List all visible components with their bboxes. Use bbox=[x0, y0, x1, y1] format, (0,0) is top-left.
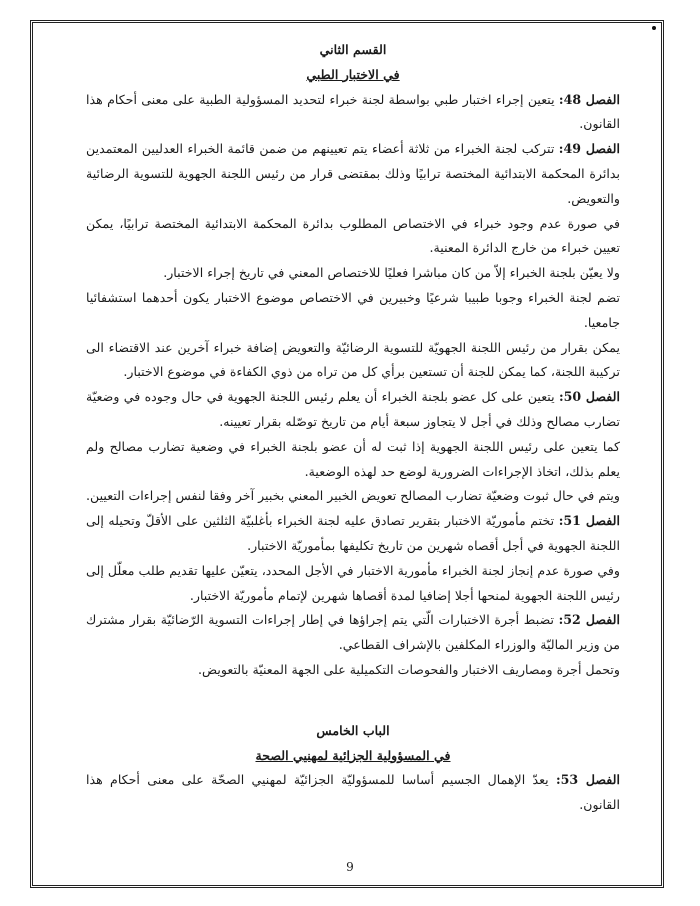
margin-dot bbox=[652, 26, 656, 30]
paragraph-text: تتركب لجنة الخبراء من ثلاثة أعضاء يتم تعيينهم من ضمن قائمة الخبراء العدليين المعتمدين بدائرة المحكمة الابتدائية المختصة ترابيًا وذلك بمقتضى قرار من رئيس اللجنة الجهوية للتسوية الرضائية والتعويض. bbox=[86, 141, 620, 206]
paragraph-text: وفي صورة عدم إنجاز لجنة الخبراء مأمورية الاختبار في الأجل المحدد، يتعيّن عليها تقديم طلب معلّل إلى رئيس اللجنة الجهوية لمنحها أجلا إضافيا لمدة أقصاها شهرين لإتمام مأموريّة الاختبار. bbox=[86, 562, 620, 603]
chapter-subtitle: في المسؤولية الجزائية لمهنيي الصحة bbox=[255, 747, 451, 763]
paragraph bbox=[86, 658, 620, 683]
paragraph-text: ويتم في حال ثبوت وضعيّة تضارب المصالح تعويض الخبير المعني بخبير آخر وفقا لنفس إجراءات التعيين. bbox=[86, 488, 620, 504]
paragraph-text: يمكن بقرار من رئيس اللجنة الجهويّة للتسوية الرضائيّة والتعويض إضافة خبراء آخرين عند الاقتضاء الى تركيبة اللجنة، كما يمكن للجنة أن تستعين برأي كل من تراه من ذوي الكفاءة في موضوع الاختبار. bbox=[86, 339, 620, 380]
article-label: الفصل 49: bbox=[558, 141, 620, 157]
paragraph bbox=[86, 261, 620, 286]
article-49 bbox=[86, 137, 620, 211]
article-52 bbox=[86, 608, 620, 658]
paragraph bbox=[86, 212, 620, 262]
article-50 bbox=[86, 385, 620, 435]
article-48 bbox=[86, 88, 620, 138]
article-51 bbox=[86, 509, 620, 559]
paragraph-text: تضم لجنة الخبراء وجوبا طبيبا شرعيًا وخبيرين في الاختصاص موضوع الاختبار يكون أحدهما استشفائيا جامعيا. bbox=[86, 289, 620, 330]
paragraph-text: تختم مأموريّة الاختبار بتقرير تصادق عليه لجنة الخبراء بأغلبيّة الثلثين على الأقلّ وتحيله إلى اللجنة الجهوية في أجل أقصاه شهرين من تاريخ تكليفها بمأموريّة الاختبار. bbox=[86, 513, 620, 553]
paragraph bbox=[86, 336, 620, 386]
document-body bbox=[86, 38, 620, 818]
paragraph-text: يعدّ الإهمال الجسيم أساسا للمسؤوليّة الجزائيّة لمهنيي الصحّة على معنى أحكام هذا القانون. bbox=[86, 772, 620, 813]
article-label: الفصل 53: bbox=[555, 772, 620, 788]
article-label: الفصل 48: bbox=[558, 91, 620, 107]
paragraph bbox=[86, 286, 620, 336]
paragraph-text: يتعين إجراء اختبار طبي بواسطة لجنة خبراء لتحديد المسؤولية الطبية على معنى أحكام هذا القانون. bbox=[86, 91, 620, 132]
paragraph bbox=[86, 484, 620, 509]
article-label: الفصل 51: bbox=[558, 513, 620, 529]
page-number: 9 bbox=[346, 860, 354, 874]
paragraph-text: كما يتعين على رئيس اللجنة الجهوية إذا ثبت له أن عضو بلجنة الخبراء في وضعية تضارب مصالح ولم يعلم بذلك، اتخاذ الإجراءات الضرورية لوضع حد لهذه الوضعية. bbox=[86, 438, 620, 479]
paragraph bbox=[86, 559, 620, 609]
chapter-title: الباب الخامس bbox=[316, 722, 390, 738]
section-title: القسم الثاني bbox=[319, 42, 387, 57]
paragraph bbox=[86, 435, 620, 485]
paragraph-text: ولا يعيّن بلجنة الخبراء إلاّ من كان مباشرا فعليًا للاختصاص المعني في تاريخ إجراء الاختبار. bbox=[163, 265, 620, 281]
article-label: الفصل 50: bbox=[558, 389, 620, 405]
section-subtitle: في الاختبار الطبي bbox=[306, 66, 400, 82]
article-53 bbox=[86, 768, 620, 818]
paragraph-text: وتحمل أجرة ومصاريف الاختبار والفحوصات التكميلية على الجهة المعنيّة بالتعويض. bbox=[197, 661, 620, 677]
paragraph-text: يتعين على كل عضو بلجنة الخبراء أن يعلم رئيس اللجنة الجهوية في حال وجوده في وضعيّة تضارب مصالح وذلك في أجل لا يتجاوز سبعة أيام من تاريخ توصّله بقرار تعيينه. bbox=[86, 389, 620, 429]
article-label: الفصل 52: bbox=[558, 612, 620, 628]
paragraph-text: في صورة عدم وجود خبراء في الاختصاص المطلوب بدائرة المحكمة الابتدائية المختصة ترابيًا، يمكن تعيين خبراء من خارج الدائرة المعنية. bbox=[86, 215, 620, 256]
paragraph-text: تضبط أجرة الاختبارات الّتي يتم إجراؤها في إطار إجراءات التسوية الرّضائيّة بقرار مشترك من وزير الماليّة والوزراء المكلفين بالإشراف القطاعي. bbox=[86, 612, 620, 653]
